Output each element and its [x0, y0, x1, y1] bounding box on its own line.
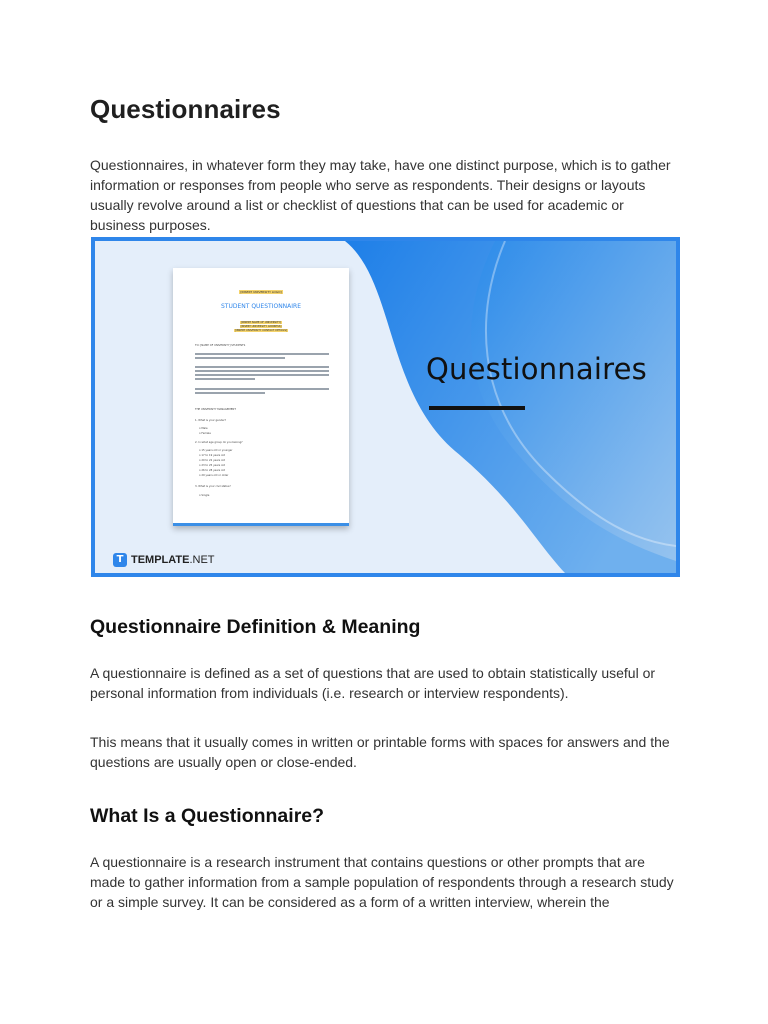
section-heading-definition: Questionnaire Definition & Meaning	[90, 616, 421, 638]
doc-question-3: 3. What is your civil status?	[195, 485, 231, 488]
banner-title: Questionnaires	[426, 352, 647, 386]
doc-option: o 20 to 22 years old	[199, 459, 226, 462]
doc-tag-1: [INSERT NAME OF UNIVERSITY]	[240, 321, 282, 324]
doc-option: o 23 to 25 years old	[199, 464, 226, 467]
doc-question-2: 2. In what age group do you belong?	[195, 441, 243, 444]
doc-footer-bar	[173, 523, 349, 526]
questionnaire-document-preview	[173, 268, 349, 526]
doc-heading: STUDENT QUESTIONNAIRE	[220, 303, 302, 310]
questionnaires-banner-image	[91, 237, 680, 577]
doc-text-line	[195, 366, 329, 368]
doc-text-line	[195, 388, 329, 390]
doc-text-line	[195, 378, 255, 380]
definition-paragraph-2: This means that it usually comes in written or printable forms with spaces for answers and the questions are usually open or close-ended.	[90, 734, 670, 770]
doc-option: o Male	[199, 427, 208, 430]
doc-tag-2: [INSERT UNIVERSITY ADDRESS]	[240, 325, 282, 328]
section-heading-what-is: What Is a Questionnaire?	[90, 805, 325, 827]
doc-text-line	[195, 370, 329, 372]
doc-option: o 29 years old or older	[199, 474, 229, 477]
doc-text-line	[195, 353, 329, 355]
doc-salutation: TO: [NAME OF UNIVERSITY] STUDENTS	[195, 344, 246, 347]
template-net-logo	[113, 552, 215, 568]
definition-paragraph-1: A questionnaire is defined as a set of questions that are used to obtain statistically useful or personal information from individuals (i.e. research or interview respondents).	[90, 665, 656, 701]
doc-text-line	[195, 392, 265, 394]
doc-option: o 26 to 28 years old	[199, 469, 226, 472]
template-logo-icon: T	[113, 553, 127, 567]
doc-option: o Single	[199, 494, 210, 497]
doc-tag-3: [INSERT UNIVERSITY CONTACT DETAILS]	[234, 329, 288, 332]
intro-paragraph: Questionnaires, in whatever form they may take, have one distinct purpose, which is to gather information or responses from people who serve as respondents. Their designs or layouts usually revolve around a list or checklist of questions that can be used for academic or business purposes.	[90, 157, 671, 233]
brand-name: TEMPLATE	[131, 554, 190, 566]
doc-text-line	[195, 374, 329, 376]
banner-title-underline	[429, 406, 525, 410]
doc-logo-tag: [INSERT UNIVERSITY LOGO]	[240, 290, 282, 294]
doc-option: o 17 to 19 years old	[199, 454, 226, 457]
doc-text-line	[195, 357, 285, 359]
what-is-paragraph-1: A questionnaire is a research instrument that contains questions or other prompts that are made to gather information from a sample population of respondents through a research study or a simple survey. It can be considered as a form of a written interview, wherein the	[90, 854, 674, 910]
doc-option: o Female	[199, 432, 211, 435]
brand-suffix: .NET	[189, 554, 215, 566]
doc-question-1: 1. What is your gender?	[195, 419, 227, 422]
page-title: Questionnaires	[90, 94, 281, 124]
doc-management: THE UNIVERSITY MANAGEMENT	[195, 408, 236, 411]
doc-option: o 15 years old or younger	[199, 449, 233, 452]
